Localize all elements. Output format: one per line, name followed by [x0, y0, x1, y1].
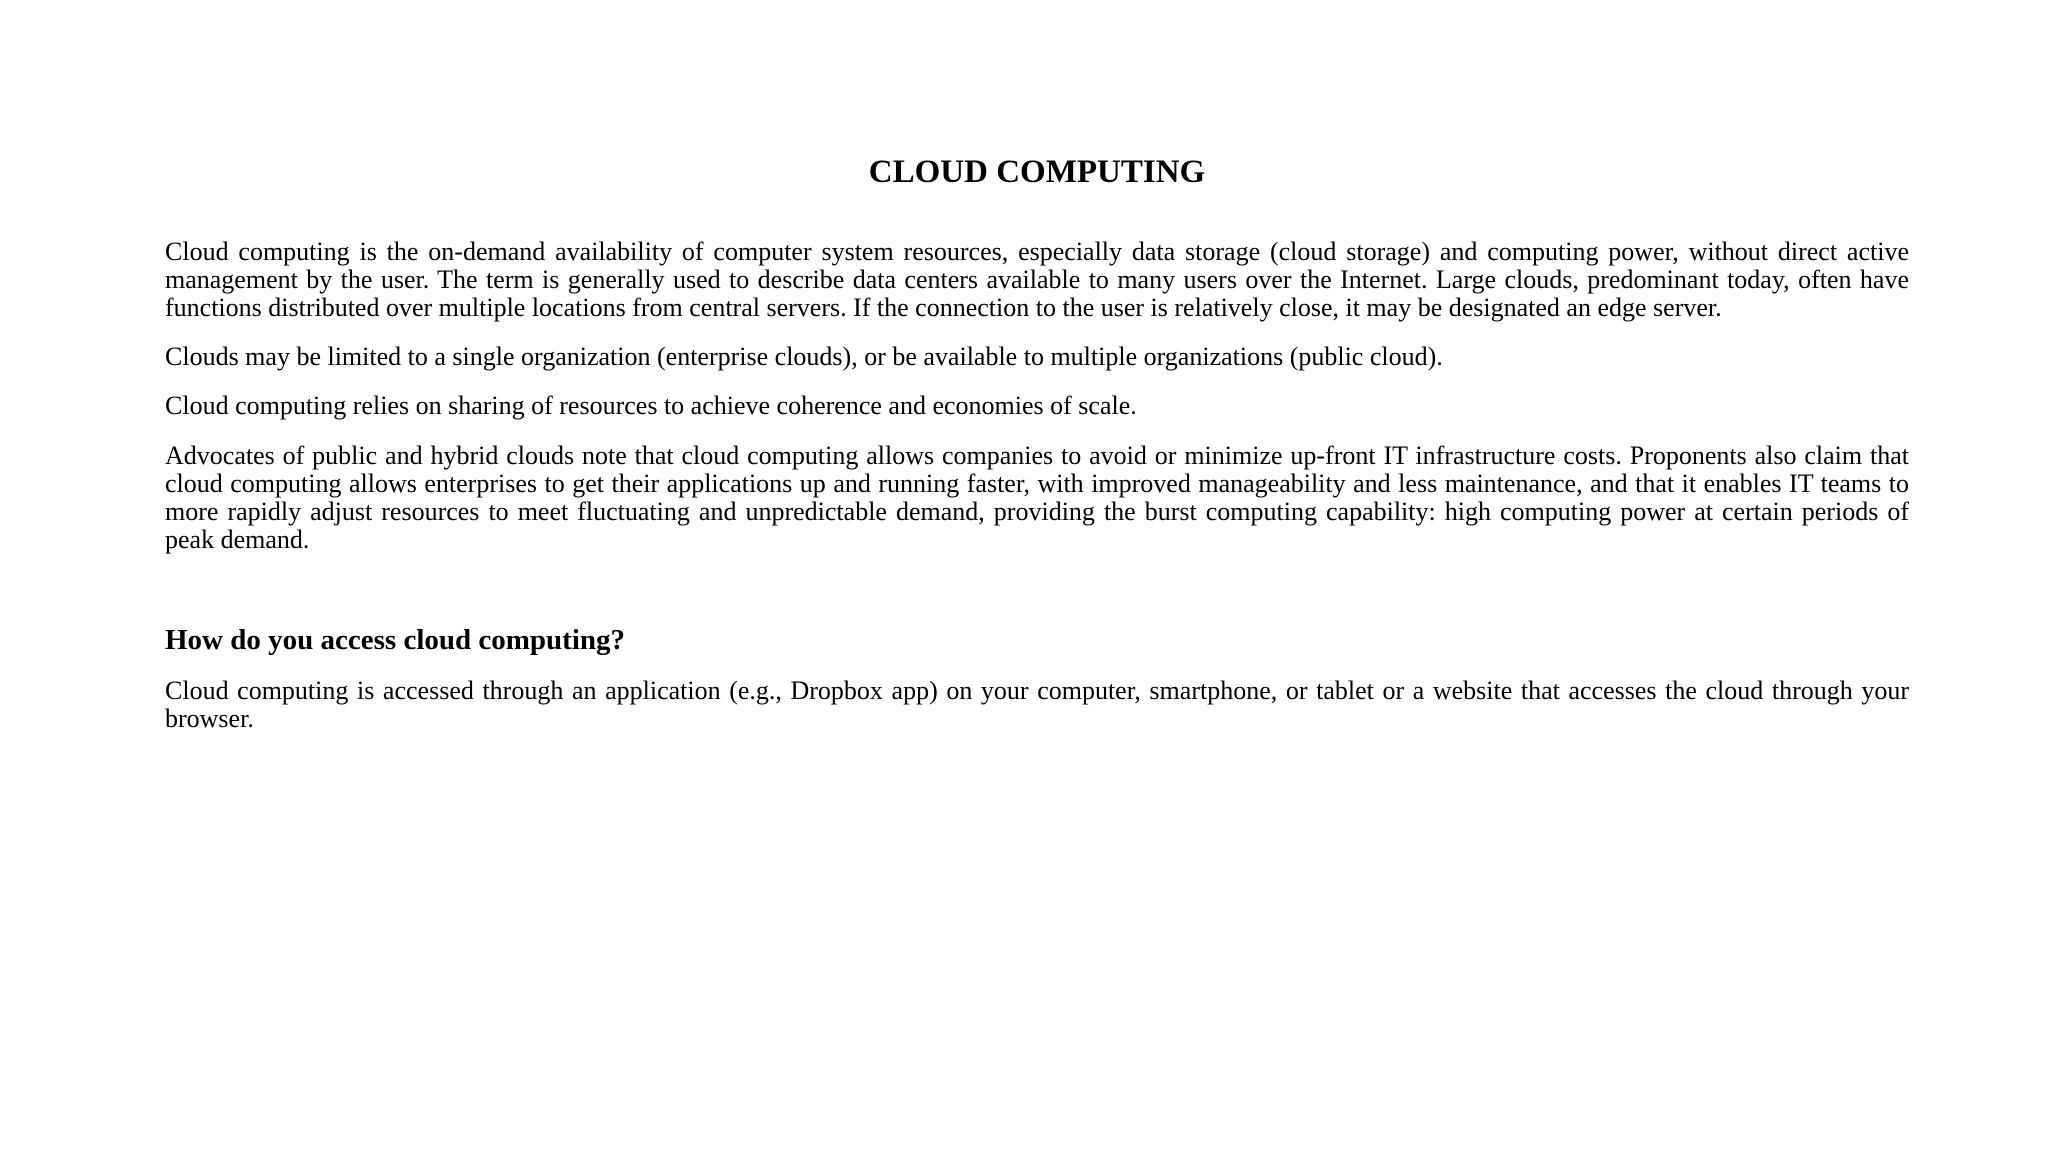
section-heading: How do you access cloud computing?: [165, 624, 626, 656]
paragraph-advocates: Advocates of public and hybrid clouds note that cloud computing allows companies to avoid or minimize up-front IT infrastructure costs. Proponents also claim that cloud computing allows enterprises to get their applications up and running faster, with improved manageability and less maintenance, and that it enables IT teams to more rapidly adjust resources to meet fluctuating and unpredictable demand, providing the burst computing capability: high computing power at certain periods of peak demand.: [165, 441, 1909, 554]
document-title: CLOUD COMPUTING: [868, 154, 1206, 190]
paragraph-access: Cloud computing is accessed through an application (e.g., Dropbox app) on your computer, smartphone, or tablet or a website that accesses the cloud through your browser.: [165, 676, 1909, 733]
paragraph-cloud-types: Clouds may be limited to a single organization (enterprise clouds), or be available to multiple organizations (public cloud).: [165, 342, 1443, 371]
paragraph-resource-sharing: Cloud computing relies on sharing of resources to achieve coherence and economies of scale.: [165, 391, 1137, 420]
paragraph-definition: Cloud computing is the on-demand availability of computer system resources, especially data storage (cloud storage) and computing power, without direct active management by the user. The term is generally used to describe data centers available to many users over the Internet. Large clouds, predominant today, often have functions distributed over multiple locations from central servers. If the connection to the user is relatively close, it may be designated an edge server.: [165, 237, 1909, 322]
